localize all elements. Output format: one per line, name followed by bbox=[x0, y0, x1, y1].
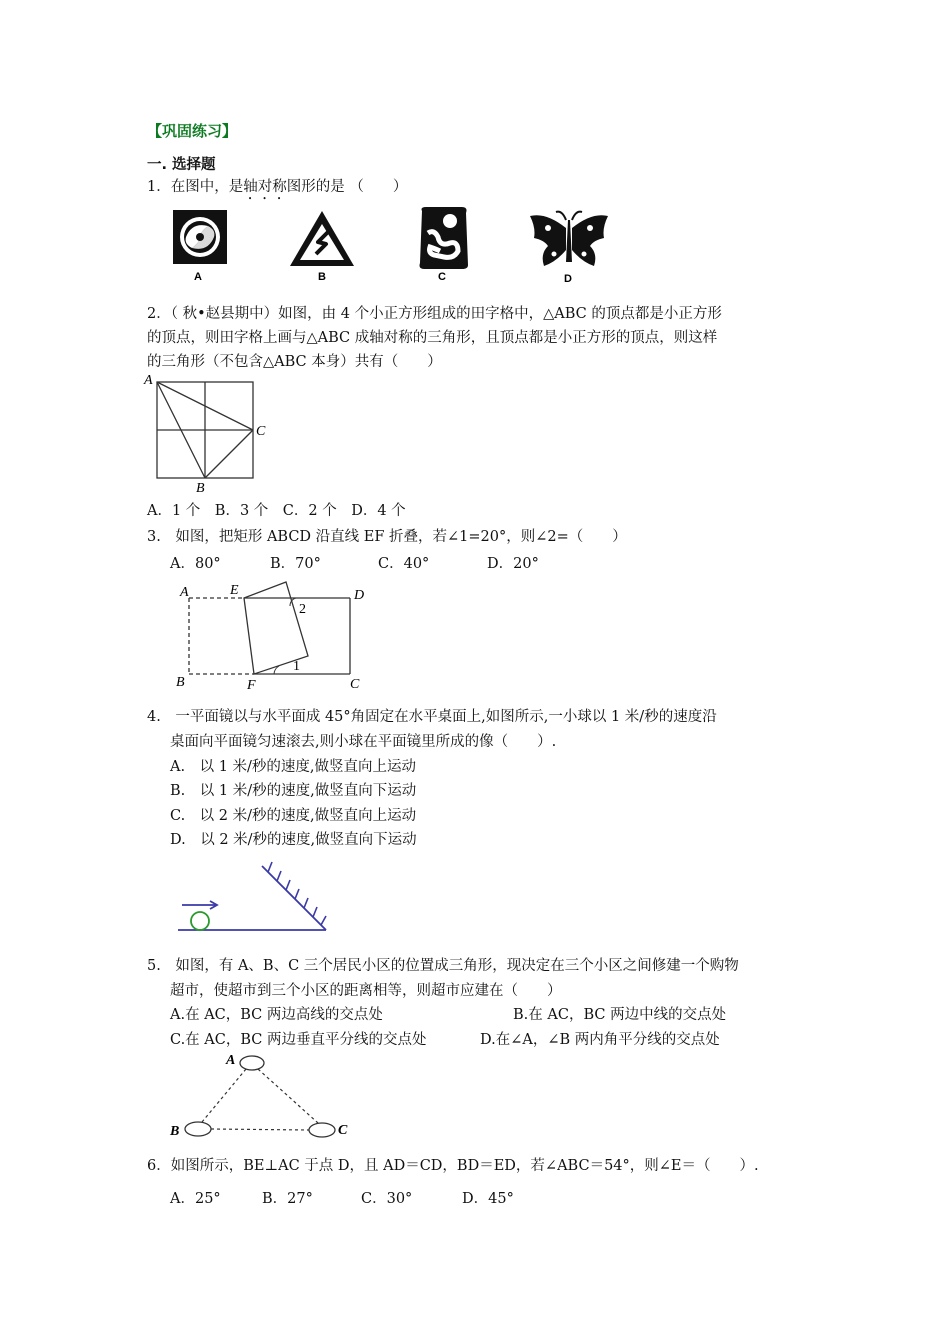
q5-option-c: C.在 AC，BC 两边垂直平分线的交点处 bbox=[170, 1032, 427, 1048]
q3-label-1: 1 bbox=[293, 659, 300, 674]
q6-option-d: D．45° bbox=[462, 1191, 514, 1207]
q1-emphasis: 轴对称 bbox=[243, 179, 287, 195]
q2-line-1: 2．（ 秋•赵县期中）如图，由 4 个小正方形组成的田字格中，△ABC 的顶点都是小正方形 bbox=[147, 306, 722, 322]
q1-stem bbox=[147, 178, 407, 203]
q1-figure-d bbox=[526, 206, 612, 286]
q3-option-c: C．40° bbox=[378, 556, 430, 572]
q1-num: 1． bbox=[147, 179, 171, 195]
q4-option-d: D. 以 2 米/秒的速度,做竖直向下运动 bbox=[170, 832, 417, 848]
q4-figure-mirror bbox=[176, 860, 336, 936]
q1-pre: 在图中，是 bbox=[170, 179, 244, 195]
q6-option-c: C．30° bbox=[361, 1191, 413, 1207]
q5-option-b: B.在 AC，BC 两边中线的交点处 bbox=[513, 1007, 727, 1023]
q3-figure-rectangle bbox=[170, 578, 375, 693]
q5-option-a: A.在 AC，BC 两边高线的交点处 bbox=[170, 1007, 383, 1023]
q3-option-d: D．20° bbox=[487, 556, 539, 572]
q4-option-b: B. 以 1 米/秒的速度,做竖直向下运动 bbox=[170, 783, 417, 799]
q3-option-a: A．80° bbox=[170, 556, 221, 572]
q4-option-c: C. 以 2 米/秒的速度,做竖直向上运动 bbox=[170, 808, 417, 824]
part-title: 一. 选择题 bbox=[147, 157, 216, 173]
q1-figure-c bbox=[414, 203, 474, 283]
q3-label-d: D bbox=[354, 588, 365, 603]
q6-stem: 6．如图所示，BE⊥AC 于点 D，且 AD＝CD，BD＝ED，若∠ABC＝54°，则∠E＝（ ）. bbox=[147, 1158, 759, 1174]
q3-label-e: E bbox=[230, 583, 239, 598]
q3-option-b: B．70° bbox=[270, 556, 321, 572]
q5-label-c: C bbox=[338, 1123, 348, 1138]
q3-label-a: A bbox=[180, 585, 189, 600]
q2-label-b: B bbox=[196, 481, 205, 496]
section-title: 【巩固练习】 bbox=[147, 122, 238, 140]
q2-figure-grid bbox=[140, 368, 275, 496]
q3-label-c: C bbox=[350, 677, 360, 692]
q5-label-a: A bbox=[226, 1053, 236, 1068]
q1-figure-a bbox=[170, 208, 230, 284]
q4-option-a: A. 以 1 米/秒的速度,做竖直向上运动 bbox=[170, 759, 417, 775]
q3-label-f: F bbox=[247, 678, 256, 693]
q5-label-b: B bbox=[170, 1124, 180, 1139]
q2-label-a: A bbox=[144, 373, 153, 388]
q2-line-2: 的顶点，则田字格上画与△ABC 成轴对称的三角形，且顶点都是小正方形的顶点，则这样 bbox=[147, 330, 718, 346]
q1-caption-d: D bbox=[564, 273, 572, 285]
q2-label-c: C bbox=[256, 424, 266, 439]
q5-line-2: 超市，使超市到三个小区的距离相等，则超市应建在（ ） bbox=[170, 983, 562, 999]
q2-options: A．1 个 B．3 个 C．2 个 D．4 个 bbox=[147, 503, 406, 519]
q5-option-d: D.在∠A，∠B 两内角平分线的交点处 bbox=[480, 1032, 720, 1048]
q1-caption-a: A bbox=[194, 271, 202, 283]
q1-post: 图形的是 （ ） bbox=[286, 179, 408, 195]
q6-option-b: B．27° bbox=[262, 1191, 313, 1207]
q4-line-2: 桌面向平面镜匀速滚去,则小球在平面镜里所成的像（ ）. bbox=[170, 734, 557, 750]
q6-option-a: A．25° bbox=[170, 1191, 221, 1207]
q1-caption-b: B bbox=[318, 271, 326, 283]
q3-label-b: B bbox=[176, 675, 185, 690]
q5-figure-triangle bbox=[166, 1048, 361, 1144]
q4-line-1: 4. 一平面镜以与水平面成 45°角固定在水平桌面上,如图所示,一小球以 1 米/秒的速度沿 bbox=[147, 709, 717, 725]
q5-line-1: 5. 如图，有 A、B、C 三个居民小区的位置成三角形，现决定在三个小区之间修建一个购物 bbox=[147, 958, 739, 974]
q3-label-2: 2 bbox=[299, 602, 306, 617]
q1-figure-b bbox=[286, 208, 358, 284]
q3-stem: 3. 如图，把矩形 ABCD 沿直线 EF 折叠，若∠1=20°，则∠2=（ ） bbox=[147, 529, 627, 545]
q1-caption-c: C bbox=[438, 271, 446, 283]
q2-line-3: 的三角形（不包含△ABC 本身）共有（ ） bbox=[147, 354, 442, 370]
